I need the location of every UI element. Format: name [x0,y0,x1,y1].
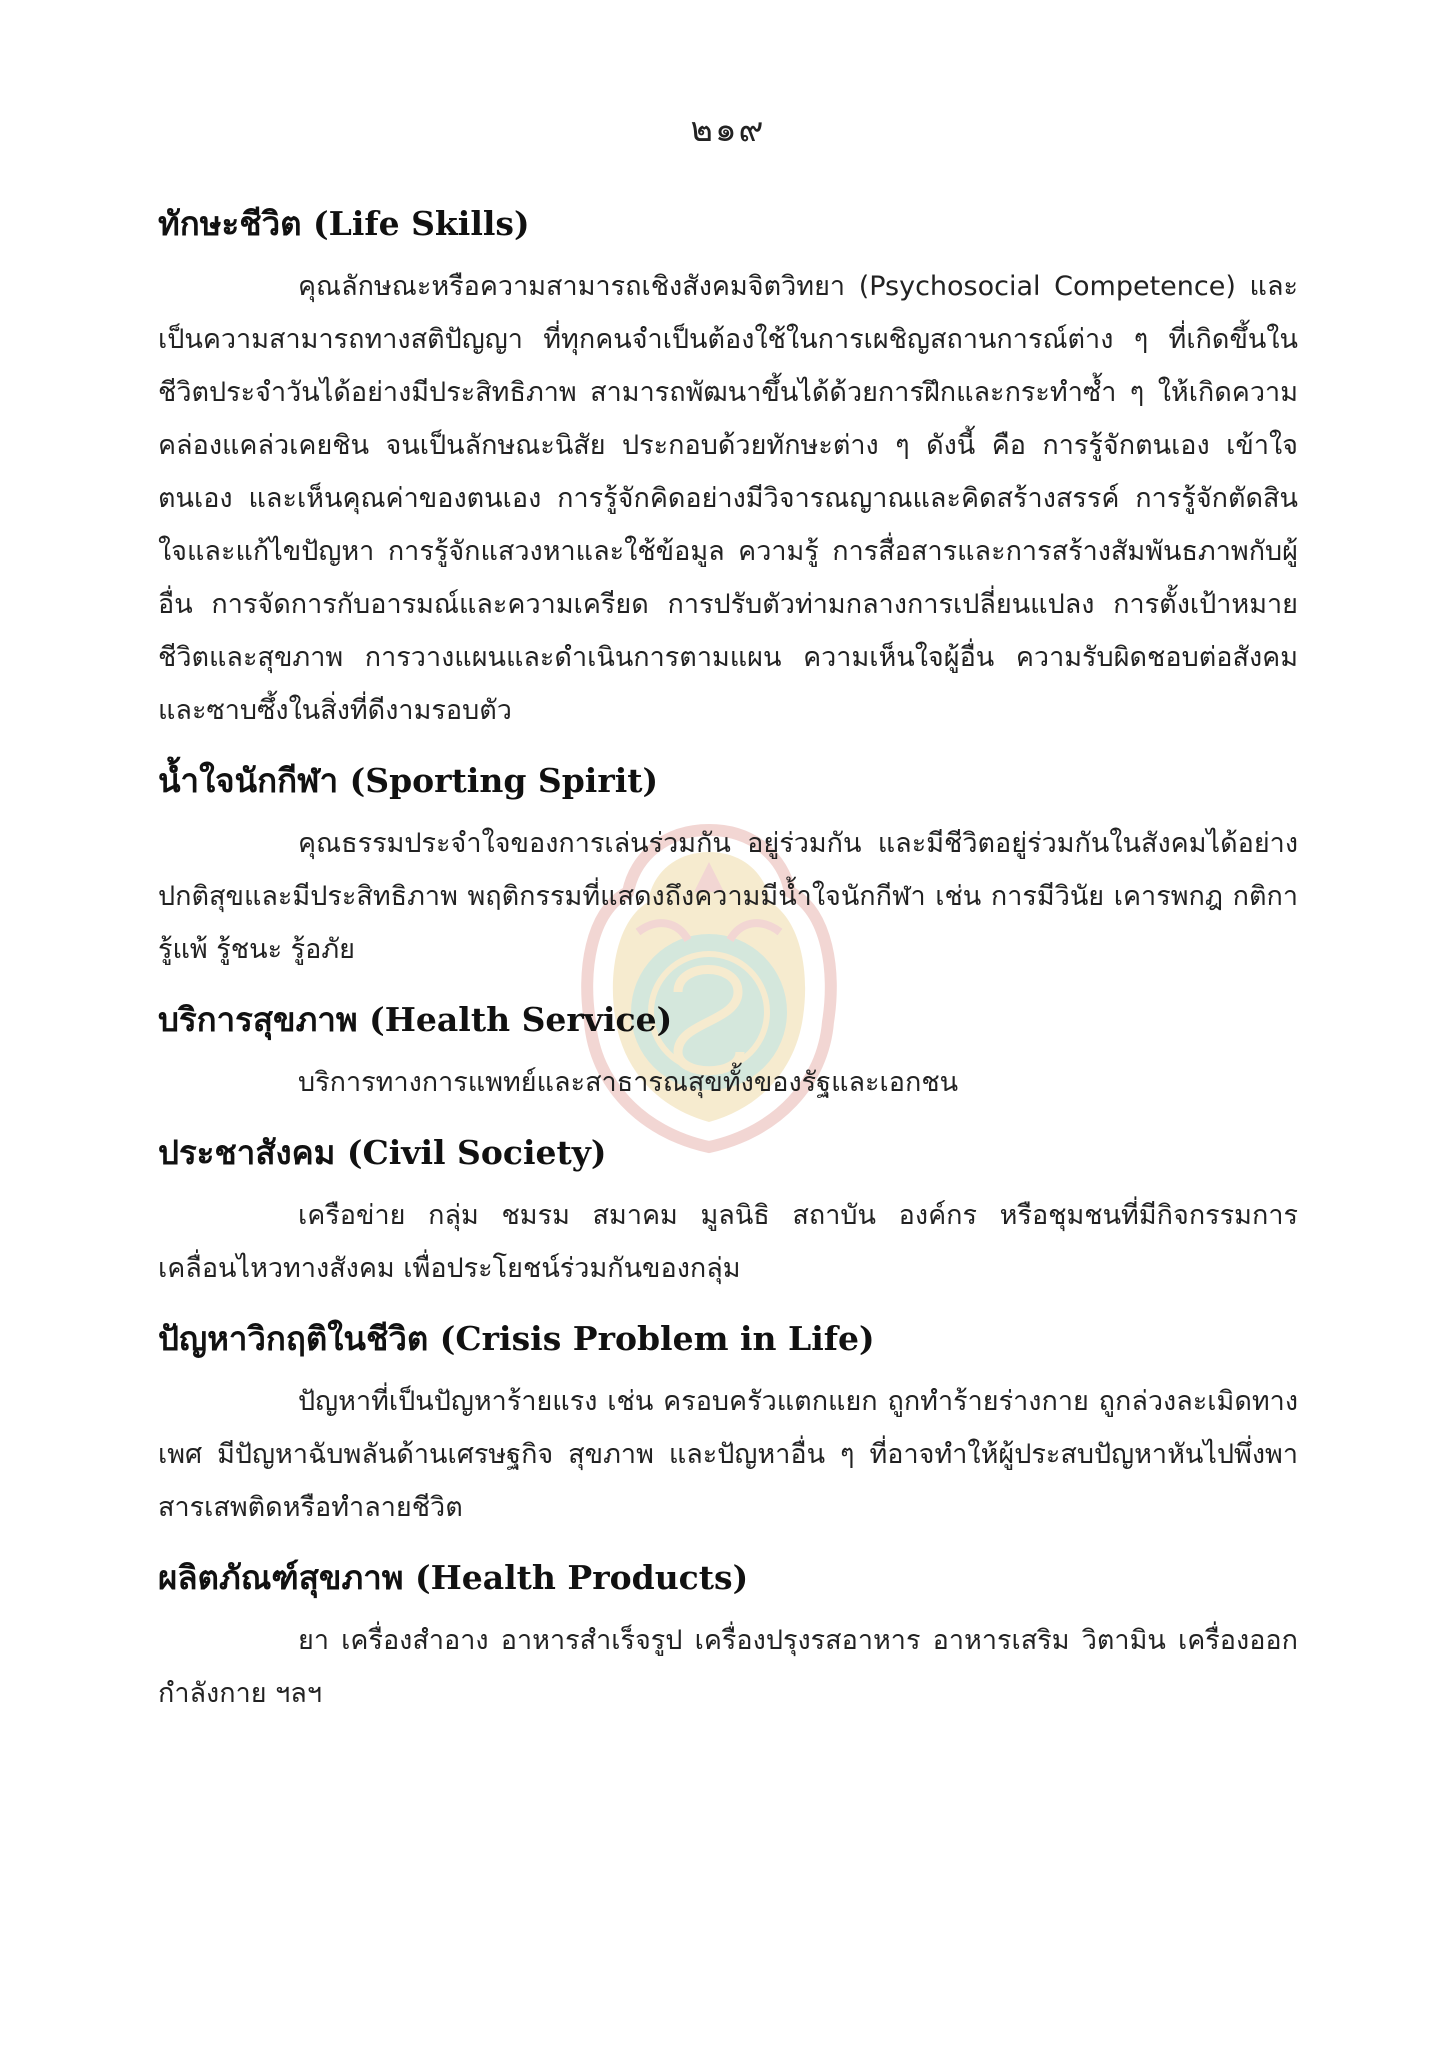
term-heading: ทักษะชีวิต (Life Skills) [158,204,530,243]
term-definition: บริการทางการแพทย์และสาธารณสุขทั้งของรัฐและเอกชน [298,1067,959,1098]
glossary-entry-life-skills [158,188,1298,737]
term-definition: เครือข่าย กลุ่ม ชมรม สมาคม มูลนิธิ สถาบัน องค์กร หรือชุมชนที่มีกิจกรรมการเคลื่อนไหวทางสังคม เพื่อประโยชน์ร่วมกันของกลุ่ม [158,1200,1298,1284]
term-definition: คุณลักษณะหรือความสามารถเชิงสังคมจิตวิทยา (Psychosocial Competence) และเป็นความสามารถทางสติปัญญา ที่ทุกคนจำเป็นต้องใช้ในการเผชิญสถานการณ์ต่าง ๆ ที่เกิดขึ้นในชีวิตประจำวันได้อย่างมีประสิทธิภาพ สามารถพัฒนาขึ้นได้ด้วยการฝึกและกระทำซ้ำ ๆ ให้เกิดความคล่องแคล่วเคยชิน จนเป็นลักษณะนิสัย ประกอบด้วยทักษะต่าง ๆ ดังนี้ คือ การรู้จักตนเอง เข้าใจตนเอง และเห็นคุณค่าของตนเอง การรู้จักคิดอย่างมีวิจารณญาณและคิดสร้างสรรค์ การรู้จักตัดสินใจและแก้ไขปัญหา การรู้จักแสวงหาและใช้ข้อมูล ความรู้ การสื่อสารและการสร้างสัมพันธภาพกับผู้อื่น การจัดการกับอารมณ์และความเครียด การปรับตัวท่ามกลางการเปลี่ยนแปลง การตั้งเป้าหมายชีวิตและสุขภาพ การวางแผนและดำเนินการตามแผน ความเห็นใจผู้อื่น ความรับผิดชอบต่อสังคมและซาบซึ้งในสิ่งที่ดีงามรอบตัว [158,271,1298,726]
glossary-entry-health-service [158,984,1298,1109]
term-heading: บริการสุขภาพ (Health Service) [158,1000,673,1039]
term-definition: ยา เครื่องสำอาง อาหารสำเร็จรูป เครื่องปรุงรสอาหาร อาหารเสริม วิตามิน เครื่องออกกำลังกาย ฯลฯ [158,1625,1298,1709]
page-number: ๒๑๙ [690,110,766,150]
glossary-entry-civil-society [158,1117,1298,1295]
glossary-entry-sporting-spirit [158,745,1298,976]
glossary-content [158,188,1298,1728]
term-definition: คุณธรรมประจำใจของการเล่นร่วมกัน อยู่ร่วมกัน และมีชีวิตอยู่ร่วมกันในสังคมได้อย่างปกติสุขและมีประสิทธิภาพ พฤติกรรมที่แสดงถึงความมีน้ำใจนักกีฬา เช่น การมีวินัย เคารพกฎ กติกา รู้แพ้ รู้ชนะ รู้อภัย [158,828,1298,965]
term-heading: น้ำใจนักกีฬา (Sporting Spirit) [158,761,659,800]
term-heading: ประชาสังคม (Civil Society) [158,1133,607,1172]
term-heading: ปัญหาวิกฤติในชีวิต (Crisis Problem in Life) [158,1319,875,1358]
glossary-entry-health-products [158,1542,1298,1720]
term-heading: ผลิตภัณฑ์สุขภาพ (Health Products) [158,1558,749,1597]
term-definition: ปัญหาที่เป็นปัญหาร้ายแรง เช่น ครอบครัวแตกแยก ถูกทำร้ายร่างกาย ถูกล่วงละเมิดทางเพศ มีปัญหาฉับพลันด้านเศรษฐกิจ สุขภาพ และปัญหาอื่น ๆ ที่อาจทำให้ผู้ประสบปัญหาหันไปพึ่งพาสารเสพติดหรือทำลายชีวิต [158,1386,1298,1523]
glossary-entry-crisis-problem [158,1303,1298,1534]
